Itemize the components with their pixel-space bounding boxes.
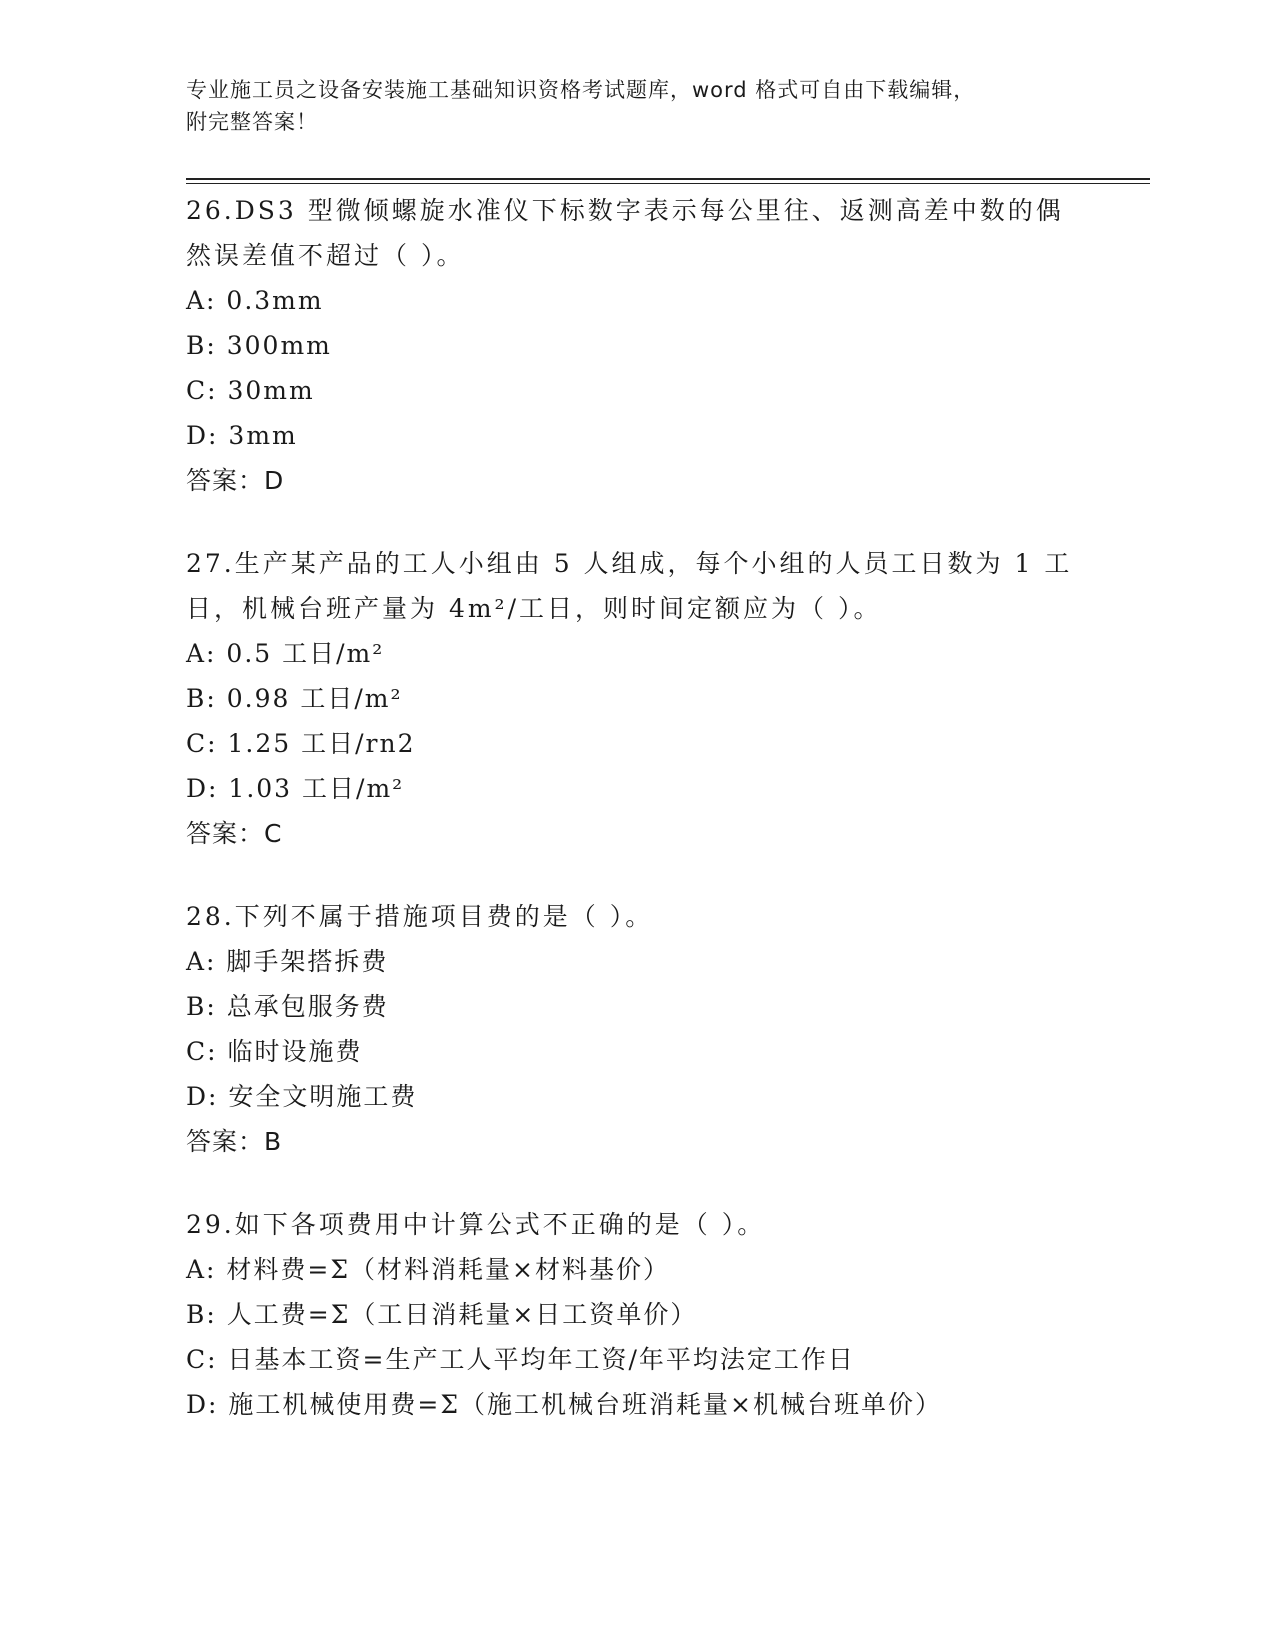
- option-c: C: 30mm: [186, 376, 315, 405]
- question-text-line-1: 29.如下各项费用中计算公式不正确的是（ ）。: [186, 1210, 766, 1239]
- option-a: A: 材料费=Σ（材料消耗量×材料基价）: [186, 1255, 670, 1284]
- question-26: [186, 188, 1086, 503]
- question-text-line-1: 28.下列不属于措施项目费的是（ ）。: [186, 902, 654, 931]
- answer: 答案：D: [186, 466, 285, 495]
- question-29: [186, 1202, 1086, 1427]
- header-line-1: 专业施工员之设备安装施工基础知识资格考试题库，word 格式可自由下载编辑，: [186, 78, 976, 102]
- question-27: [186, 541, 1086, 856]
- option-b: B: 总承包服务费: [186, 992, 389, 1021]
- question-text-line-2: 然误差值不超过（ ）。: [186, 241, 465, 270]
- header-divider-thick: [186, 178, 1150, 180]
- option-a: A: 0.5 工日/m²: [186, 639, 385, 668]
- option-c: C: 临时设施费: [186, 1037, 363, 1066]
- answer: 答案：C: [186, 819, 283, 848]
- option-d: D: 1.03 工日/m²: [186, 774, 405, 803]
- option-d: D: 安全文明施工费: [186, 1082, 418, 1111]
- option-b: B: 0.98 工日/m²: [186, 684, 403, 713]
- option-c: C: 日基本工资=生产工人平均年工资/年平均法定工作日: [186, 1345, 855, 1374]
- question-text-line-2: 日，机械台班产量为 4m²/工日，则时间定额应为（ ）。: [186, 594, 882, 623]
- option-d: D: 施工机械使用费=Σ（施工机械台班消耗量×机械台班单价）: [186, 1390, 942, 1419]
- header-line-2: 附完整答案！: [186, 110, 318, 134]
- question-list: [186, 188, 1086, 1465]
- option-d: D: 3mm: [186, 421, 298, 450]
- option-b: B: 人工费=Σ（工日消耗量×日工资单价）: [186, 1300, 698, 1329]
- question-28: [186, 894, 1086, 1164]
- answer: 答案：B: [186, 1127, 283, 1156]
- option-a: A: 0.3mm: [186, 286, 324, 315]
- option-c: C: 1.25 工日/rn2: [186, 729, 416, 758]
- question-text-line-1: 27.生产某产品的工人小组由 5 人组成，每个小组的人员工日数为 1 工: [186, 549, 1073, 578]
- option-a: A: 脚手架搭拆费: [186, 947, 389, 976]
- header-divider-thin: [186, 183, 1150, 184]
- option-b: B: 300mm: [186, 331, 332, 360]
- question-text-line-1: 26.DS3 型微倾螺旋水准仪下标数字表示每公里往、返测高差中数的偶: [186, 196, 1064, 225]
- document-header: [186, 74, 1076, 138]
